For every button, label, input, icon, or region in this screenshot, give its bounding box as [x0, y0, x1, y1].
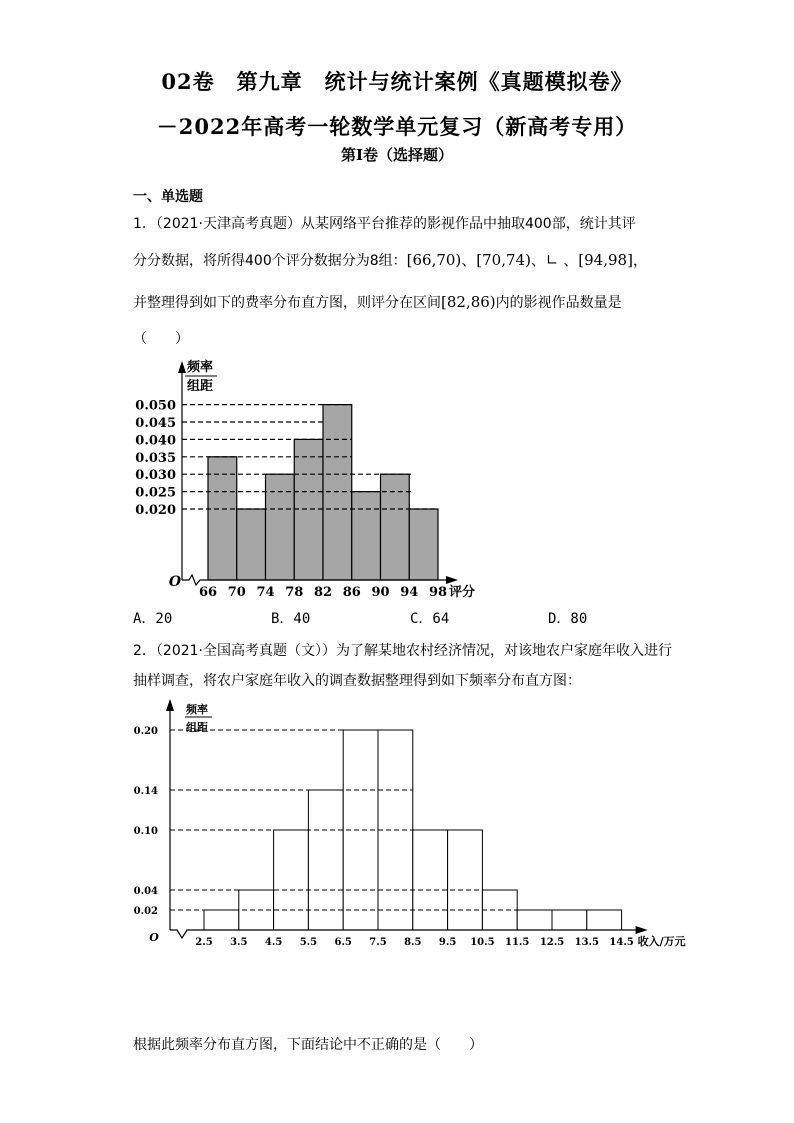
- histogram-bar: [552, 910, 587, 930]
- y-tick-label: 0.030: [135, 468, 176, 484]
- x-tick-label: 74: [256, 585, 275, 600]
- page-title-line1: 02卷 第九章 统计与统计案例《真题模拟卷》: [161, 69, 633, 94]
- x-tick-label: 5.5: [299, 937, 318, 948]
- y-axis-arrow-icon: [166, 699, 174, 711]
- q1-line3-tail: 内的影视作品数量是: [495, 295, 622, 311]
- x-axis-label: 收入/万元: [637, 935, 686, 948]
- histogram-bar: [587, 910, 622, 930]
- page-title-line2: －2022年高考一轮数学单元复习（新高考专用）: [156, 114, 638, 139]
- origin-label: O: [149, 931, 159, 944]
- y-tick-label: 0.020: [135, 503, 176, 518]
- x-tick-label: 11.5: [505, 937, 530, 948]
- histogram-bar: [294, 439, 323, 580]
- x-axis-label: 评分: [449, 585, 476, 600]
- y-tick-label: 0.035: [135, 450, 176, 466]
- q2-line1: 2．（2021·全国高考真题（文））为了解某地农村经济情况，对该地农户家庭年收入进行: [133, 643, 672, 659]
- y-label-top: 频率: [186, 360, 214, 375]
- y-label-top: 频率: [186, 703, 208, 716]
- histogram-bar: [413, 830, 448, 930]
- q2-question: 根据此频率分布直方图，下面结论中不正确的是（ ）: [133, 1037, 483, 1053]
- histogram-bar: [266, 474, 295, 580]
- origin-label: O: [168, 574, 182, 590]
- y-tick-label: 0.045: [135, 416, 176, 431]
- y-tick-label: 0.040: [135, 433, 176, 449]
- histogram-bar: [237, 509, 266, 580]
- y-tick-label: 0.10: [133, 826, 158, 837]
- histogram-ratings: [125, 355, 505, 600]
- histogram-bar: [308, 790, 343, 930]
- histogram-bar: [517, 910, 552, 930]
- section-title: 一、单选题: [133, 189, 203, 205]
- histogram-bar: [448, 830, 483, 930]
- x-tick-label: 2.5: [195, 937, 213, 948]
- x-tick-label: 7.5: [369, 937, 387, 948]
- x-tick-label: 12.5: [539, 937, 565, 948]
- x-tick-label: 82: [313, 585, 333, 600]
- q1-option-a[interactable]: A．20: [133, 611, 173, 627]
- y-axis-arrow-icon: [178, 361, 186, 373]
- x-tick-label: 94: [400, 585, 419, 600]
- x-tick-label: 78: [285, 585, 304, 600]
- y-tick-label: 0.04: [133, 886, 158, 897]
- histogram-bar: [274, 830, 309, 930]
- x-tick-label: 66: [198, 585, 218, 600]
- q1-option-d[interactable]: D．80: [548, 611, 588, 627]
- y-tick-label: 0.050: [135, 398, 176, 414]
- q1-option-b[interactable]: B．40: [271, 611, 311, 627]
- x-tick-label: 90: [371, 585, 390, 600]
- x-tick-label: 3.5: [230, 937, 248, 948]
- y-tick-label: 0.02: [133, 906, 158, 917]
- histogram-bar: [381, 474, 410, 580]
- x-tick-label: 6.5: [334, 937, 352, 948]
- y-label-bottom: 组距: [186, 721, 208, 734]
- q1-line3-text: 并整理得到如下的费率分布直方图，则评分在区间: [133, 295, 441, 311]
- x-tick-label: 86: [342, 585, 361, 600]
- q1-line2-text: 分分数据，将所得400个评分数据分为8组：: [133, 253, 407, 269]
- q2-line2: 抽样调查，将农户家庭年收入的调查数据整理得到如下频率分布直方图：: [133, 673, 581, 689]
- histogram-bar: [323, 405, 352, 580]
- histogram-bar: [409, 509, 438, 580]
- x-tick-label: 70: [227, 585, 246, 600]
- histogram-bar: [208, 457, 237, 580]
- x-axis-arrow-icon: [636, 926, 648, 934]
- x-tick-label: 9.5: [438, 937, 457, 948]
- page-subtitle: 第I卷（选择题）: [340, 146, 454, 164]
- y-tick-label: 0.14: [133, 786, 158, 797]
- y-label-bottom: 组距: [186, 379, 214, 394]
- x-axis-arrow-icon: [446, 576, 458, 584]
- q1-line2: [133, 249, 648, 270]
- x-tick-label: 4.5: [264, 937, 283, 948]
- y-tick-label: 0.20: [133, 726, 158, 737]
- x-tick-label: 98: [428, 585, 448, 600]
- q1-line3-math: [82,86): [441, 293, 496, 311]
- q1-line3: [133, 292, 622, 312]
- q1-option-c[interactable]: C．64: [410, 611, 450, 627]
- histogram-bar: [352, 492, 381, 580]
- histogram-bar: [204, 910, 239, 930]
- q1-line2-math: [66,70)、[70,74)、∟ 、[94,98]，: [406, 251, 648, 269]
- x-tick-label: 8.5: [404, 937, 422, 948]
- x-tick-label: 10.5: [470, 937, 495, 948]
- x-tick-label: 14.5: [609, 937, 634, 948]
- histogram-income: [133, 695, 700, 960]
- q1-answer-paren: （ ）: [133, 331, 189, 347]
- y-tick-label: 0.025: [135, 485, 176, 501]
- x-tick-label: 13.5: [574, 937, 599, 948]
- q1-line1: 1．（2021·天津高考真题）从某网络平台推荐的影视作品中抽取400部，统计其评: [133, 216, 636, 232]
